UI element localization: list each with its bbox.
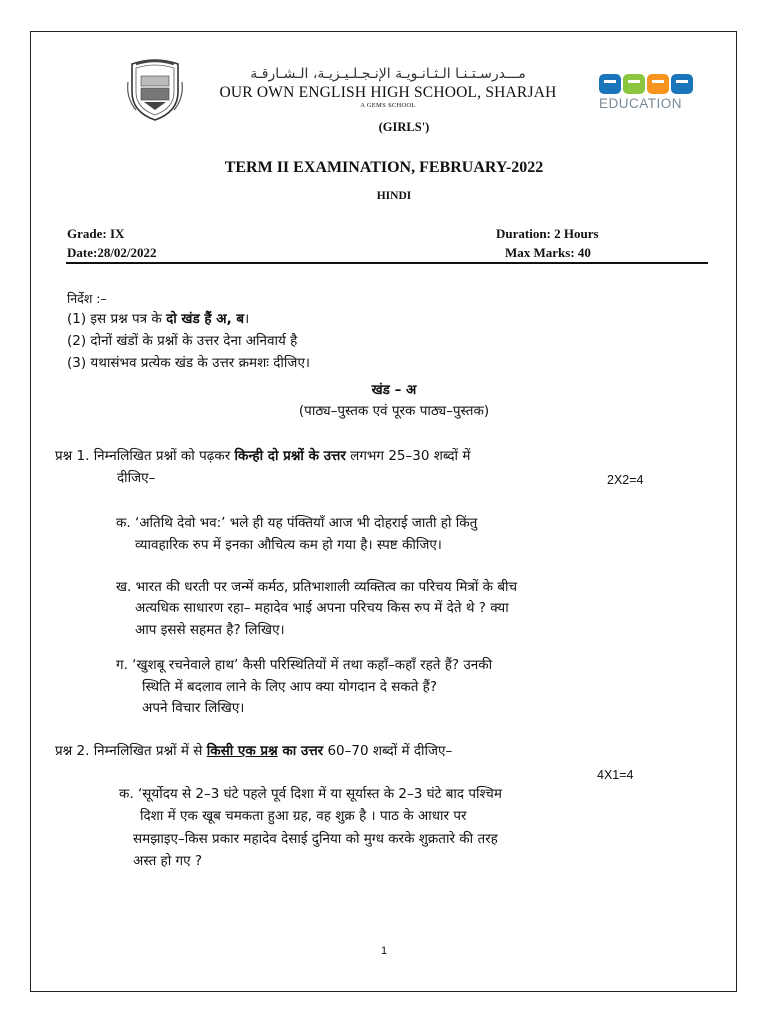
max-marks-label: Max Marks: 40 — [505, 245, 591, 260]
section-title — [0, 380, 768, 401]
q1-intro-a: प्रश्न 1. निम्नलिखित प्रश्नों को पढ़कर — [55, 448, 235, 464]
subject-title: HINDI — [376, 190, 412, 202]
school-crest-logo — [126, 58, 184, 122]
duration-label: Duration: 2 Hours — [496, 226, 599, 241]
instruction-1-end: । — [244, 311, 250, 327]
q2-ka-line3: समझाइए–किस प्रकार महादेव देसाई दुनिया को मुग्ध करके शुक्रतारे की तरह — [133, 831, 498, 847]
girls-label: (GIRLS') — [378, 120, 430, 134]
q1-kha-line3: आप इससे सहमत है? लिखिए। — [135, 622, 285, 638]
q2-ka-line2: दिशा में एक खूब चमकता हुआ ग्रह, वह शुक्र है । पाठ के आधार पर — [140, 808, 467, 824]
q1-ga-line1: ग. ‘खुशबू रचनेवाले हाथ’ कैसी परिस्थितियों में तथा कहाँ–कहाँ रहते हैं? उनकी — [116, 657, 493, 673]
q1-intro-c: लगभग 25–30 शब्दों में — [345, 448, 471, 464]
q2-intro-d: 60–70 शब्दों में दीजिए– — [323, 743, 453, 759]
school-name-arabic: مـــدرسـتـنـا الـثـانـويـة الإنـجـلـيـزيـة، الـشـارقـة — [250, 66, 526, 82]
school-subtitle: A GEMS SCHOOL — [360, 102, 416, 109]
q2-ka-line1: क. ‘सूर्योदय से 2–3 घंटे पहले पूर्व दिशा में या सूर्यास्त के 2–3 घंटे बाद पश्चिम — [119, 786, 502, 802]
q2-intro-bold: का उत्तर — [277, 743, 324, 759]
gems-education-text: EDUCATION — [599, 96, 683, 111]
q2-intro — [55, 741, 452, 762]
instruction-1-text: (1) इस प्रश्न पत्र के — [67, 311, 167, 327]
header-divider — [66, 262, 708, 264]
q1-ga-line2: स्थिति में बदलाव लाने के लिए आप क्या योगदान दे सकते हैं? — [142, 679, 438, 695]
instruction-1-bold: दो खंड हैं अ, ब — [166, 311, 245, 327]
q2-marks: 4X1=4 — [597, 768, 634, 782]
q1-kha-line1: ख. भारत की धरती पर जन्में कर्मठ, प्रतिभाशाली व्यक्तित्व का परिचय मित्रों के बीच — [116, 579, 518, 595]
q2-intro-bold-underlined: किसी एक प्रश्न — [206, 743, 278, 759]
section-title-text: खंड – अ — [371, 382, 417, 398]
section-subtitle: (पाठ्य–पुस्तक एवं पूरक पाठ्य–पुस्तक) — [298, 403, 490, 419]
q1-marks: 2X2=4 — [607, 473, 644, 487]
grade-label: Grade: IX — [67, 226, 125, 241]
q2-intro-a: प्रश्न 2. निम्नलिखित प्रश्नों में से — [55, 743, 207, 759]
instruction-3: (3) यथासंभव प्रत्येक खंड के उत्तर क्रमशः दीजिए। — [67, 355, 311, 371]
q1-intro-line2: दीजिए– — [117, 470, 156, 486]
q1-intro — [55, 446, 470, 467]
school-name: OUR OWN ENGLISH HIGH SCHOOL, SHARJAH — [219, 84, 557, 101]
exam-title: TERM II EXAMINATION, FEBRUARY-2022 — [224, 159, 544, 176]
instruction-2: (2) दोनों खंडों के प्रश्नों के उत्तर देना अनिवार्य है — [67, 333, 298, 349]
q2-ka-line4: अस्त हो गए ? — [133, 853, 203, 869]
instruction-1 — [67, 309, 249, 330]
q1-kha-line2: अत्यधिक साधारण रहा– महादेव भाई अपना परिचय किस रुप में देते थे ? क्या — [135, 600, 509, 616]
q1-intro-bold: किन्ही दो प्रश्नों के उत्तर — [234, 448, 346, 464]
q1-ka-line2: व्यावहारिक रुप में इनका औचित्य कम हो गया है। स्पष्ट कीजिए। — [135, 537, 442, 553]
q1-ka-line1: क. ‘अतिथि देवो भव:’ भले ही यह पंक्तियाँ आज भी दोहराई जाती हो किंतु — [116, 515, 478, 531]
q1-ga-line3: अपने विचार लिखिए। — [142, 700, 245, 716]
instructions-heading: निर्देश :– — [67, 291, 107, 306]
date-label: Date:28/02/2022 — [67, 245, 157, 260]
page-number: 1 — [380, 945, 388, 957]
